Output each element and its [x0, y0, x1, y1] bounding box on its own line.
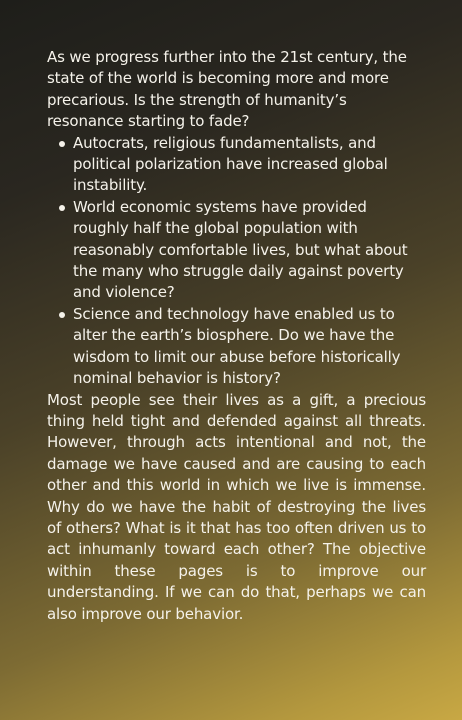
- bullet-text: Science and technology have enabled us to alter the earth’s biosphere. Do we have the wisdom to limit our abuse before historically nominal behavior is history?: [73, 304, 401, 388]
- bullet-dot-icon: [59, 141, 65, 147]
- bullet-text: Autocrats, religious fundamentalists, and political polarization have increased global instability.: [73, 133, 388, 195]
- bullet-item: [47, 133, 426, 197]
- bullet-text: World economic systems have provided roughly half the global population with reasonably comfortable lives, but what about the many who struggle daily against poverty and violence?: [73, 197, 408, 302]
- intro-paragraph: As we progress further into the 21st century, the state of the world is becoming more and more precarious. Is the strength of humanity’s resonance starting to fade?: [47, 48, 407, 131]
- bullet-dot-icon: [59, 205, 65, 211]
- closing-paragraph: Most people see their lives as a gift, a precious thing held tight and defended against all threats. However, through acts intentional and not, the damage we have caused and are causing to each other and this world in which we live is immense. Why do we have the habit of destroying the lives of others? What is it that has too often driven us to act inhumanly toward each other? The objective within these pages is to improve our understanding. If we can do that, perhaps we can also improve our behavior.: [47, 390, 426, 623]
- page-text-block: [47, 47, 426, 625]
- bullet-list: [47, 133, 426, 390]
- bullet-item: [47, 304, 426, 390]
- bullet-item: [47, 197, 426, 304]
- bullet-dot-icon: [59, 312, 65, 318]
